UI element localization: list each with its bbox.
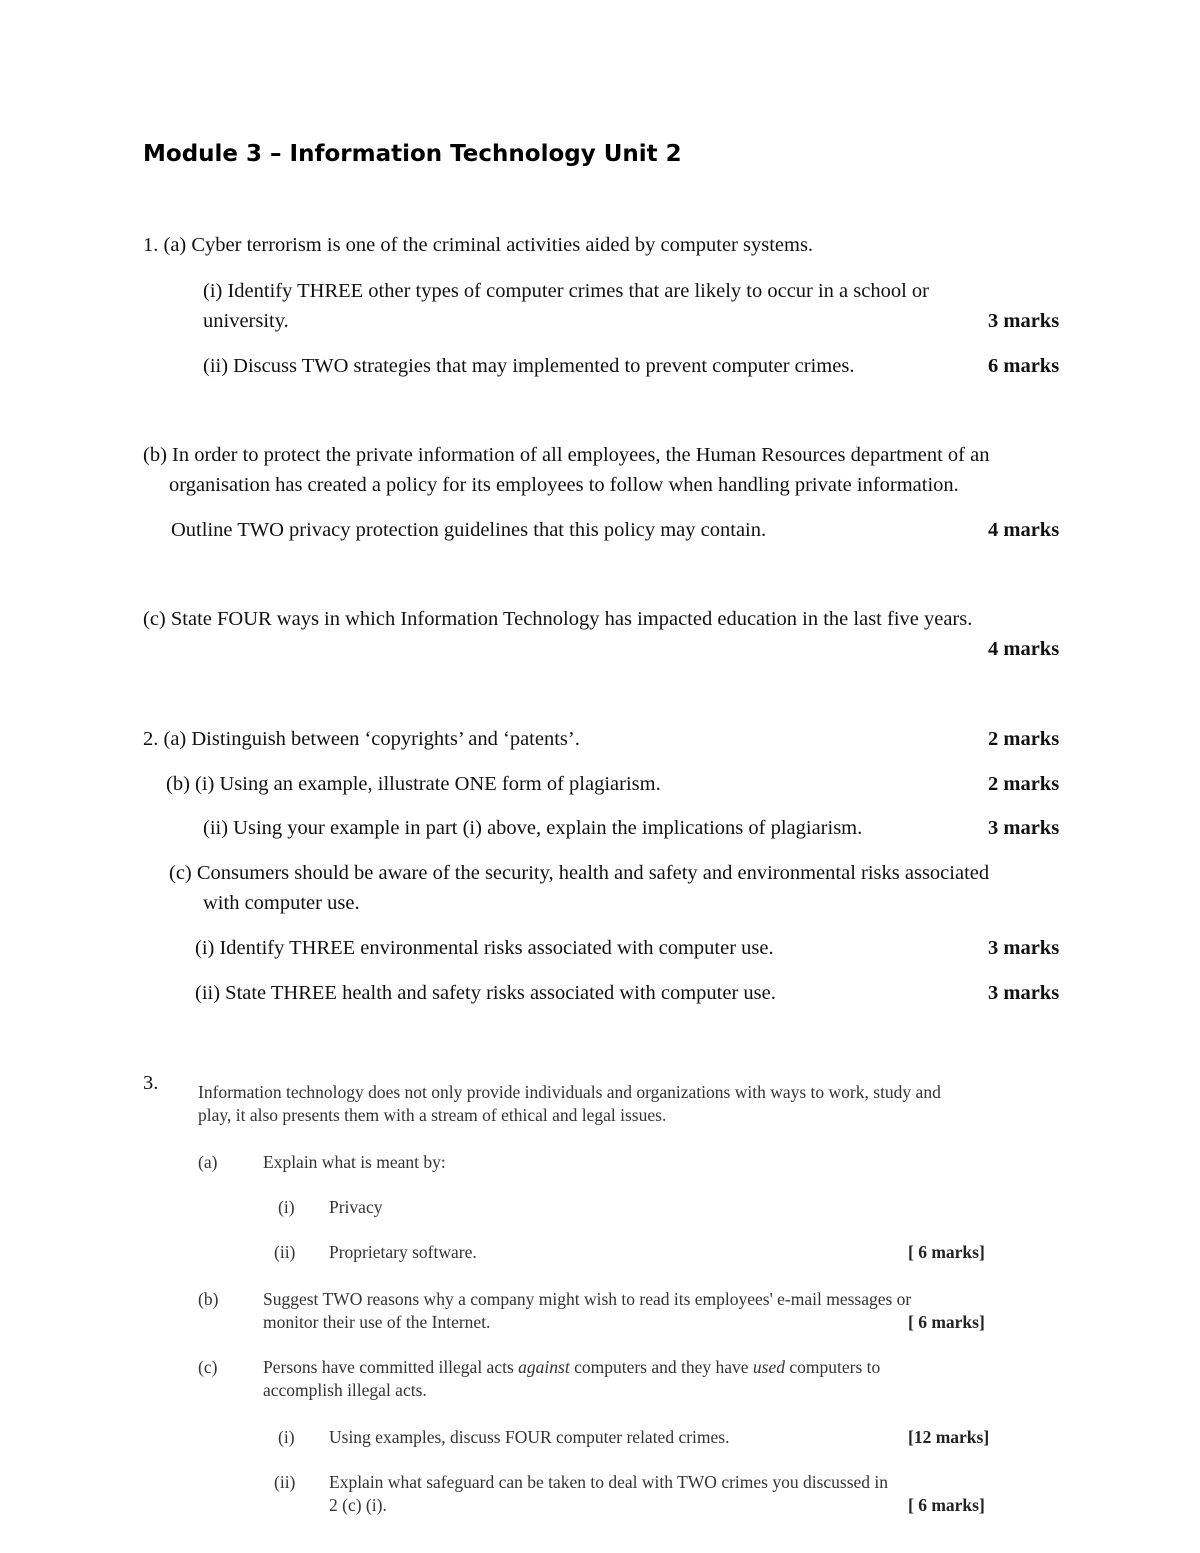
q3-number: 3.	[143, 1072, 159, 1094]
q2-a: 2. (a) Distinguish between ‘copyrights’ and ‘patents’.	[143, 728, 580, 750]
q2-c-line2: with computer use.	[203, 892, 360, 914]
q2-a-marks: 2 marks	[988, 728, 1060, 750]
q3-c-ii-line1: Explain what safeguard can be taken to deal with TWO crimes you discussed in	[329, 1472, 889, 1492]
q2-c-ii-marks: 3 marks	[988, 982, 1060, 1004]
page-title: Module 3 – Information Technology Unit 2	[143, 141, 682, 167]
q3-a-i-text: Privacy	[329, 1197, 383, 1217]
q3-c-i-text: Using examples, discuss FOUR computer related crimes.	[329, 1427, 730, 1447]
q3-c-line1-em2: used	[752, 1357, 785, 1377]
q3-c-label: (c)	[198, 1357, 218, 1377]
q2-c-i-marks: 3 marks	[988, 937, 1060, 959]
q3-a-marks: [ 6 marks]	[908, 1242, 985, 1262]
q3-c-line2: accomplish illegal acts.	[263, 1380, 427, 1400]
q3-c-i-marks: [12 marks]	[908, 1427, 990, 1447]
q3-a-i-label: (i)	[278, 1197, 295, 1217]
q3-c-line1-part3: computers to	[784, 1357, 881, 1377]
q3-c-ii-label: (ii)	[274, 1472, 296, 1492]
q1-a-ii-marks: 6 marks	[988, 355, 1060, 377]
q1-a-i-line2: university.	[203, 310, 289, 332]
q2-b-i: (b) (i) Using an example, illustrate ONE form of plagiarism.	[166, 773, 661, 795]
q3-c-ii-marks: [ 6 marks]	[908, 1495, 985, 1515]
q2-b-i-marks: 2 marks	[988, 773, 1060, 795]
q2-c-i: (i) Identify THREE environmental risks associated with computer use.	[195, 937, 774, 959]
q3-c-line1-part2: computers and they have	[569, 1357, 753, 1377]
q3-a-text: Explain what is meant by:	[263, 1152, 446, 1172]
q1-a-i-line1: (i) Identify THREE other types of computer crimes that are likely to occur in a school or	[203, 280, 930, 302]
q3-c-line1-part1: Persons have committed illegal acts	[263, 1357, 519, 1377]
q2-b-ii-marks: 3 marks	[988, 817, 1060, 839]
q3-b-line1: Suggest TWO reasons why a company might wish to read its employees' e-mail messages or	[263, 1289, 912, 1309]
q1-b-marks: 4 marks	[988, 519, 1060, 541]
q2-b-ii: (ii) Using your example in part (i) above, explain the implications of plagiarism.	[203, 817, 863, 839]
q1-c: (c) State FOUR ways in which Information Technology has impacted education in the last five years.	[143, 608, 973, 630]
q3-c-ii-line2: 2 (c) (i).	[329, 1495, 387, 1515]
q3-c-i-label: (i)	[278, 1427, 295, 1447]
q3-a-label: (a)	[198, 1152, 218, 1172]
q3-b-line2: monitor their use of the Internet.	[263, 1312, 491, 1332]
q3-c-line1	[263, 1355, 880, 1379]
q3-intro-line1: Information technology does not only provide individuals and organizations with ways to work, study and	[198, 1082, 941, 1102]
q3-c-line1-em1: against	[518, 1357, 570, 1377]
q1-c-marks: 4 marks	[988, 638, 1060, 660]
q1-b-line1: (b) In order to protect the private information of all employees, the Human Resources department of an	[143, 444, 990, 466]
q3-intro-line2: play, it also presents them with a stream of ethical and legal issues.	[198, 1105, 667, 1125]
q1-a-i-marks: 3 marks	[988, 310, 1060, 332]
q3-b-marks: [ 6 marks]	[908, 1312, 985, 1332]
q2-c-line1: (c) Consumers should be aware of the security, health and safety and environmental risks associated	[169, 862, 990, 884]
q1-b-task: Outline TWO privacy protection guidelines that this policy may contain.	[171, 519, 767, 541]
q3-a-ii-label: (ii)	[274, 1242, 296, 1262]
q2-c-ii: (ii) State THREE health and safety risks associated with computer use.	[195, 982, 776, 1004]
q3-b-label: (b)	[198, 1289, 219, 1309]
q3-a-ii-text: Proprietary software.	[329, 1242, 477, 1262]
q1-b-line2: organisation has created a policy for its employees to follow when handling private information.	[169, 474, 959, 496]
q1-a-stem: 1. (a) Cyber terrorism is one of the criminal activities aided by computer systems.	[143, 234, 814, 256]
q1-a-ii: (ii) Discuss TWO strategies that may implemented to prevent computer crimes.	[203, 355, 855, 377]
